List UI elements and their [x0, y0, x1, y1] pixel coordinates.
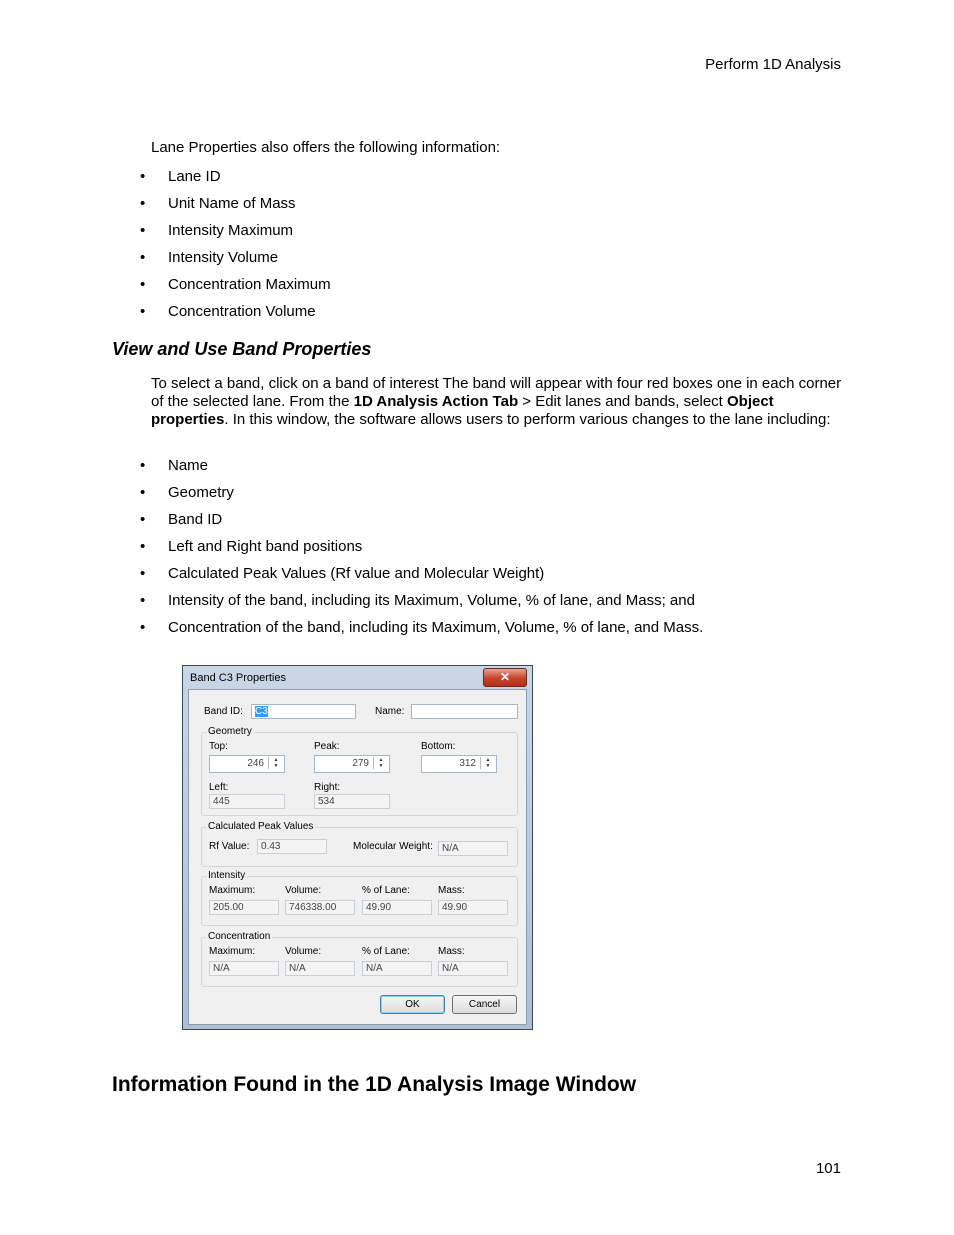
band-properties-dialog [182, 665, 533, 1030]
left-value: 445 [209, 794, 285, 809]
cancel-button[interactable]: Cancel [452, 995, 517, 1014]
band-properties-list [140, 457, 703, 646]
intro-paragraph: Lane Properties also offers the following information: [151, 139, 501, 156]
bottom-stepper[interactable]: 312 ▲ ▼ [421, 755, 497, 773]
list-item: • Intensity Maximum [140, 222, 294, 239]
peak-stepper[interactable]: 279 ▲ ▼ [314, 755, 390, 773]
list-item: • Concentration Maximum [140, 276, 331, 293]
right-value: 534 [314, 794, 390, 809]
intensity-volume-value: 746338.00 [285, 900, 355, 915]
conc-volume-value: N/A [285, 961, 355, 976]
conc-mass-value: N/A [438, 961, 508, 976]
geometry-label: Geometry [208, 726, 252, 737]
lane-info-list [140, 168, 331, 330]
running-header: Perform 1D Analysis [705, 56, 841, 73]
list-item: • Band ID [140, 511, 223, 528]
conc-pct-value: N/A [362, 961, 432, 976]
left-label: Left: [209, 782, 229, 793]
conc-pct-label: % of Lane: [362, 946, 410, 957]
intensity-pct-value: 49.90 [362, 900, 432, 915]
peak-values-label: Calculated Peak Values [208, 821, 314, 832]
ok-button[interactable]: OK [380, 995, 445, 1014]
conc-max-label: Maximum: [209, 946, 256, 957]
intensity-volume-label: Volume: [285, 885, 322, 896]
intensity-pct-label: % of Lane: [362, 885, 410, 896]
dialog-title: Band C3 Properties [190, 672, 286, 684]
peak-label: Peak: [314, 741, 340, 752]
conc-max-value: N/A [209, 961, 279, 976]
top-stepper[interactable]: 246 ▲ ▼ [209, 755, 285, 773]
list-item: • Concentration Volume [140, 303, 316, 320]
section-heading-2: Information Found in the 1D Analysis Image Window [112, 1073, 637, 1096]
band-id-label: Band ID: [204, 706, 243, 717]
name-label: Name: [375, 706, 405, 717]
list-item: • Intensity Volume [140, 249, 279, 266]
page-number: 101 [815, 1160, 841, 1177]
name-input[interactable] [411, 704, 518, 719]
intensity-max-value: 205.00 [209, 900, 279, 915]
list-item: • Intensity of the band, including its Maximum, Volume, % of lane, and Mass; and [140, 592, 695, 609]
mw-label: Molecular Weight: [353, 841, 433, 852]
right-label: Right: [314, 782, 341, 793]
list-item: • Name [140, 457, 209, 474]
list-item: • Geometry [140, 484, 234, 501]
concentration-label: Concentration [208, 931, 271, 942]
list-item: • Calculated Peak Values (Rf value and Molecular Weight) [140, 565, 545, 582]
list-item: • Lane ID [140, 168, 221, 185]
rf-value: 0.43 [257, 839, 327, 854]
intensity-mass-value: 49.90 [438, 900, 508, 915]
band-paragraph: To select a band, click on a band of interest The band will appear with four red boxes one in each corner of the selected lane. From the 1D Analysis Action Tab > Edit lanes and bands, select Object properties. In this window, the software allows users to perform various changes to the lane including: [151, 375, 842, 428]
list-item: • Left and Right band positions [140, 538, 363, 555]
dialog-body [188, 689, 527, 1025]
close-icon: ✕ [499, 670, 511, 684]
top-label: Top: [209, 741, 228, 752]
list-item: • Unit Name of Mass [140, 195, 296, 212]
conc-mass-label: Mass: [438, 946, 465, 957]
intensity-max-label: Maximum: [209, 885, 256, 896]
bottom-label: Bottom: [421, 741, 456, 752]
rf-label: Rf Value: [209, 841, 250, 852]
mw-value: N/A [438, 841, 508, 856]
band-id-input[interactable]: C3 [251, 704, 356, 719]
list-item: • Concentration of the band, including its Maximum, Volume, % of lane, and Mass. [140, 619, 704, 636]
section-heading: View and Use Band Properties [112, 339, 372, 359]
intensity-mass-label: Mass: [438, 885, 465, 896]
close-button[interactable] [483, 668, 527, 687]
intensity-label: Intensity [208, 870, 246, 881]
conc-volume-label: Volume: [285, 946, 322, 957]
